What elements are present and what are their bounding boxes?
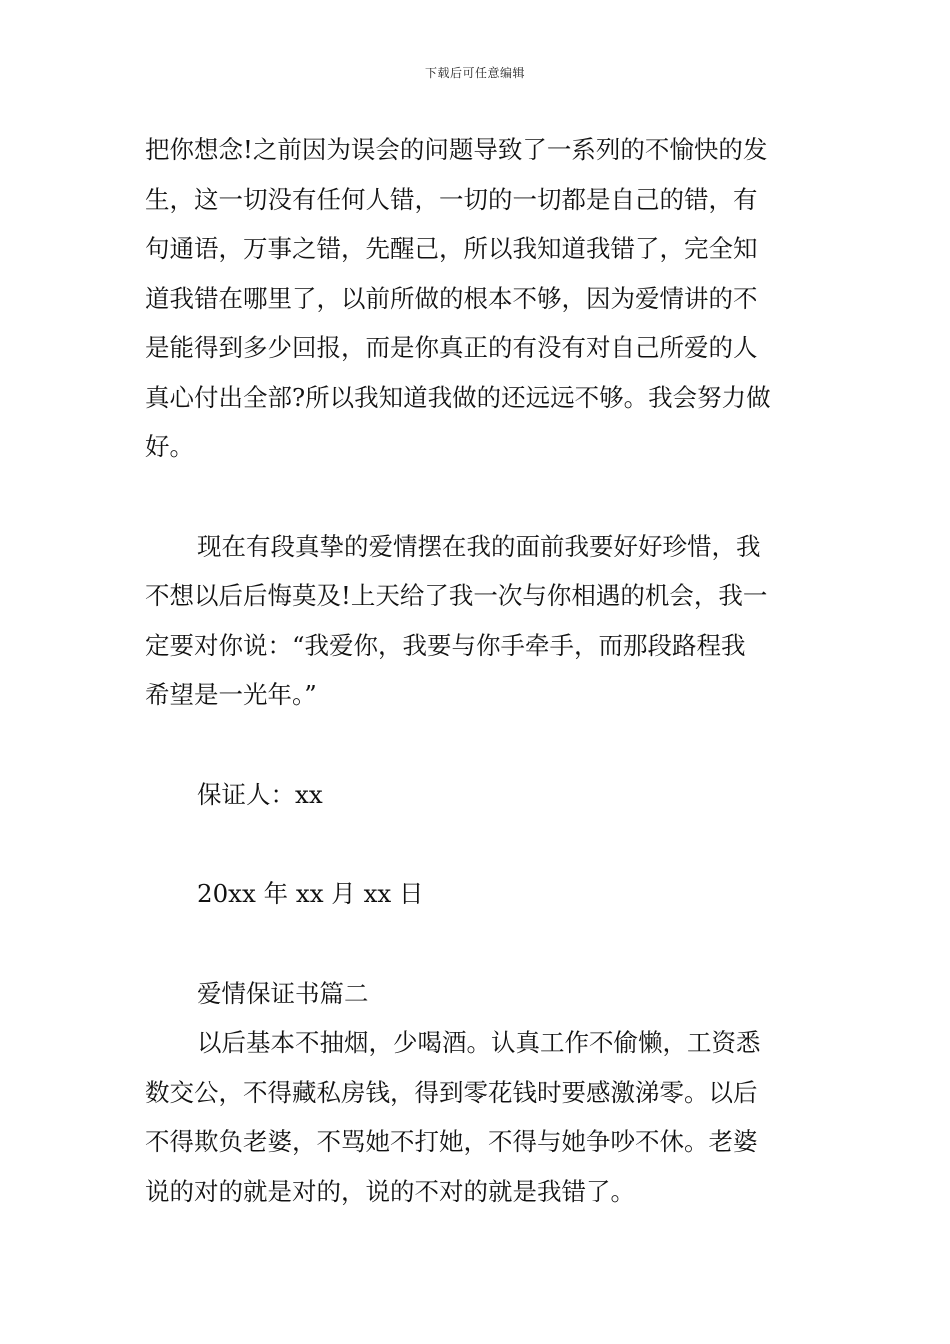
page-header: 下载后可任意编辑	[424, 66, 525, 80]
paragraph-line: 句通语，万事之错，先醒己，所以我知道我错了，完全知	[145, 234, 758, 263]
date-line: 20xx 年 xx 月 xx 日	[197, 879, 424, 908]
paragraph-line: 是能得到多少回报，而是你真正的有没有对自己所爱的人	[145, 333, 758, 362]
paragraph-line: 说的对的就是对的，说的不对的就是我错了。	[145, 1176, 635, 1206]
paragraph-gap	[145, 919, 807, 969]
paragraph-line: 数交公，不得藏私房钱，得到零花钱时要感激涕零。以后	[145, 1077, 758, 1107]
paragraph-line: 生，这一切没有任何人错，一切的一切都是自己的错，有	[145, 184, 758, 214]
paragraph-line: 以后基本不抽烟，少喝酒。认真工作不偷懒，工资悉	[197, 1028, 761, 1057]
paragraph-line: 道我错在哪里了，以前所做的根本不够，因为爱情讲的不	[145, 283, 758, 313]
guarantor-line: 保证人：xx	[197, 779, 323, 809]
section-2-body	[145, 1018, 807, 1216]
document-body	[145, 125, 807, 1216]
section-title: 爱情保证书篇二	[197, 978, 369, 1008]
paragraph-line: 不得欺负老婆，不骂她不打她，不得与她争吵不休。老婆	[145, 1127, 758, 1156]
paragraph-line: 定要对你说：“我爱你，我要与你手牵手，而那段路程我	[145, 630, 746, 660]
paragraph-line: 把你想念!之前因为误会的问题导致了一系列的不愉快的发	[145, 135, 768, 164]
paragraph-line: 希望是一光年。”	[145, 680, 317, 709]
paragraph-2	[145, 522, 807, 720]
paragraph-line: 好。	[145, 432, 194, 461]
paragraph-line: 不想以后后悔莫及!上天给了我一次与你相遇的机会，我一	[145, 581, 768, 610]
paragraph-line: 现在有段真挚的爱情摆在我的面前我要好好珍惜，我	[197, 531, 761, 561]
paragraph-gap	[145, 472, 807, 522]
paragraph-1	[145, 125, 807, 472]
paragraph-gap	[145, 819, 807, 869]
paragraph-line: 真心付出全部?所以我知道我做的还远远不够。我会努力做	[145, 382, 771, 412]
paragraph-gap	[145, 720, 807, 770]
